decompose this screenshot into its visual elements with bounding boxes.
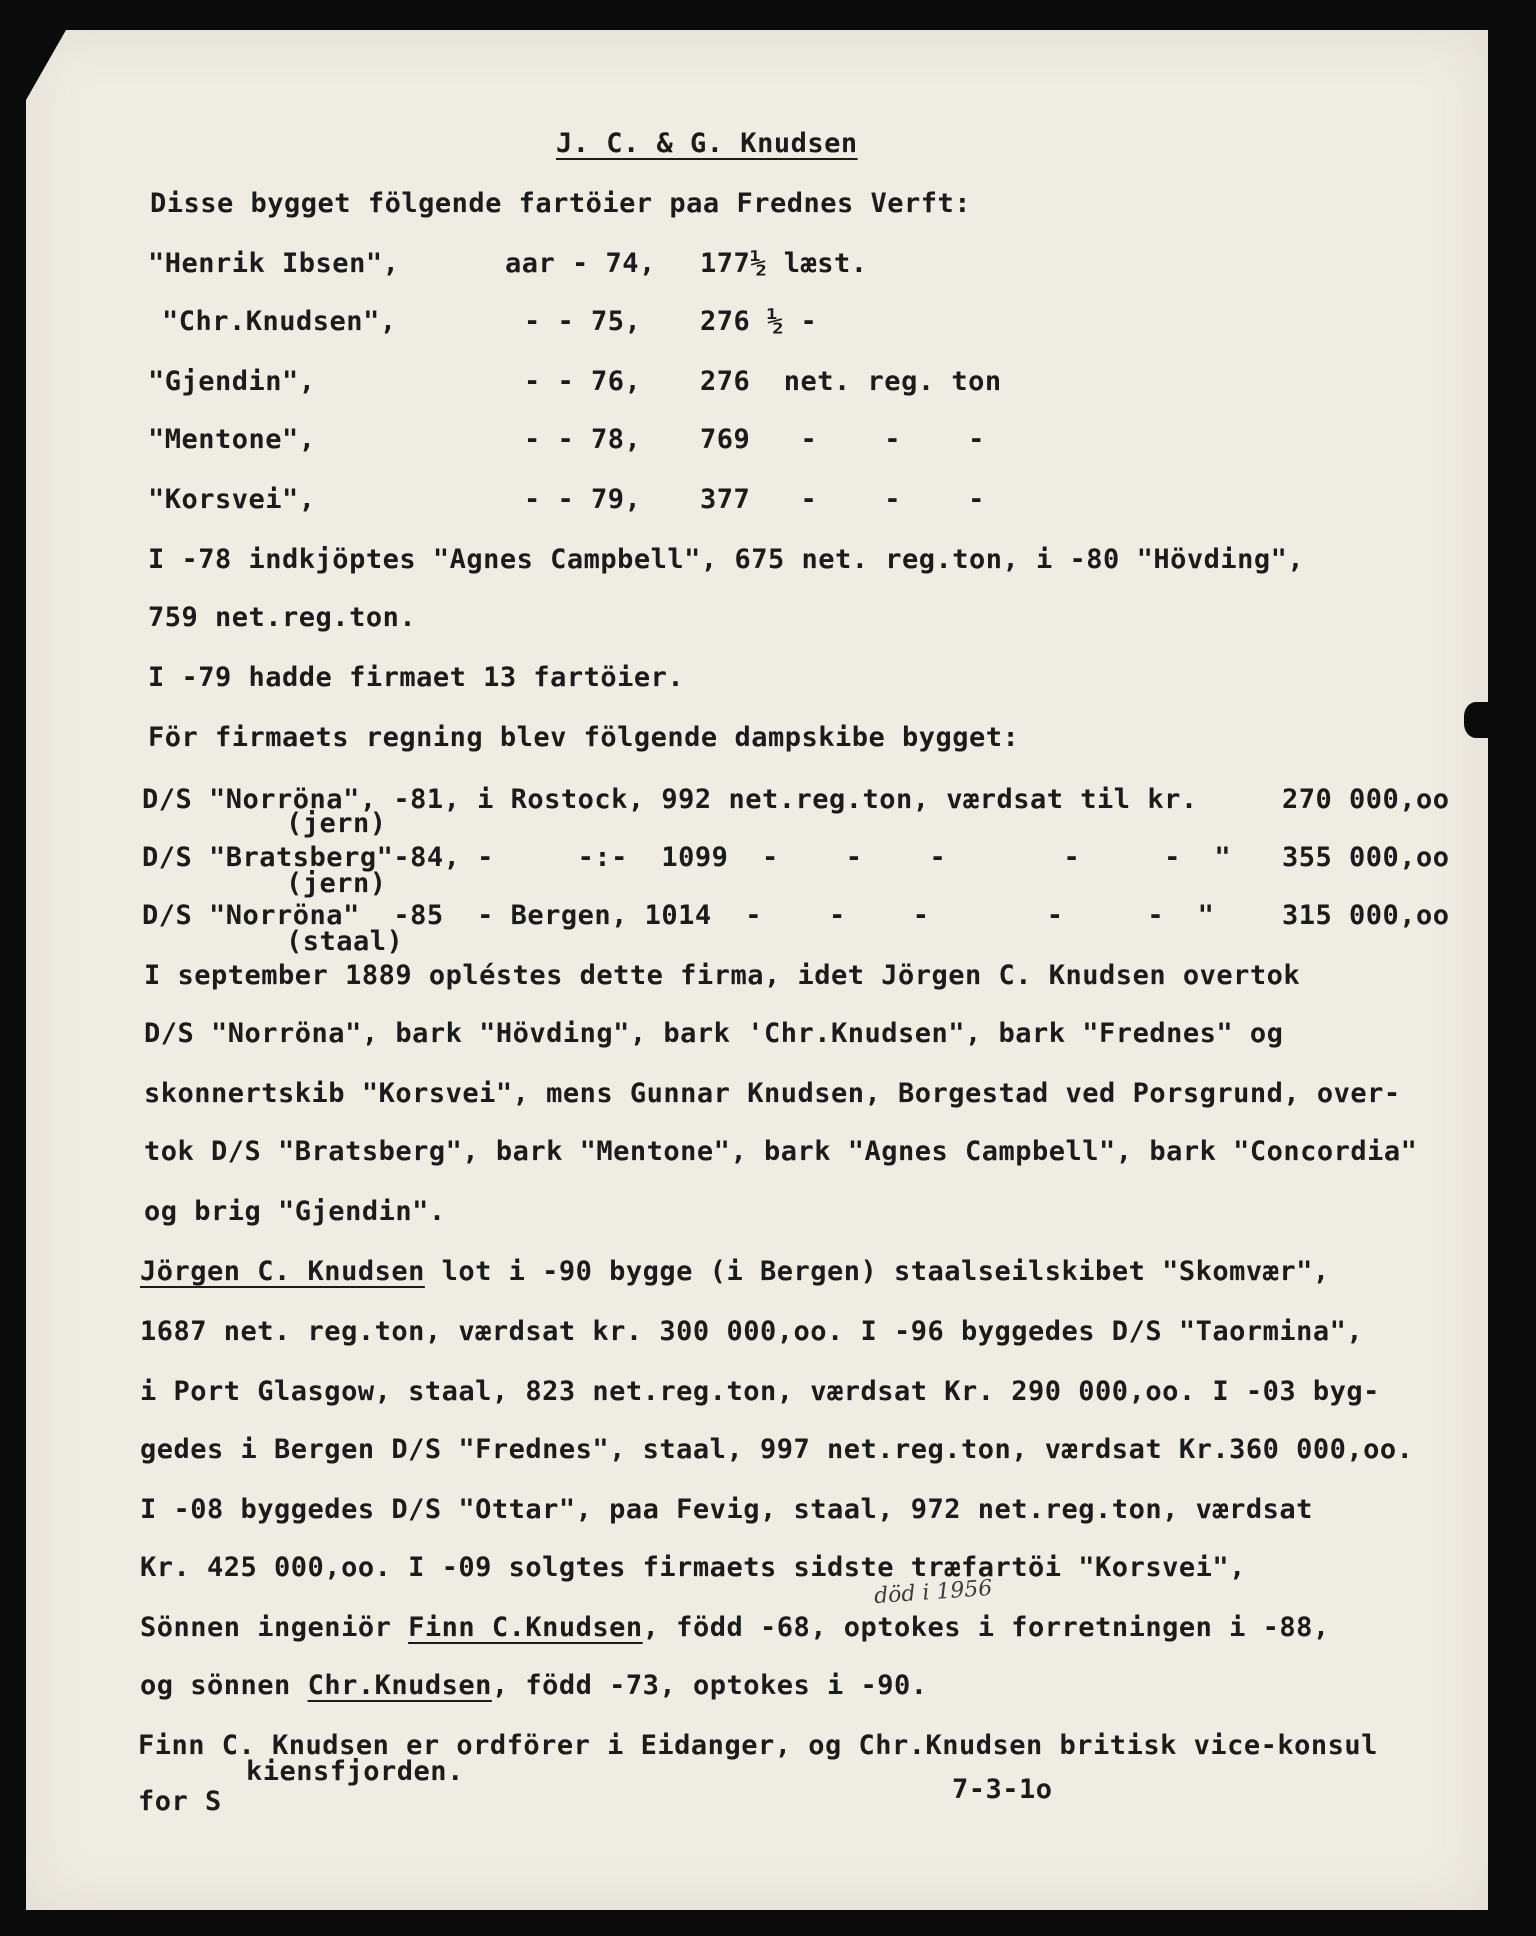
dissolution-line: D/S "Norröna", bark "Hövding", bark 'Chr.Knudsen", bark "Frednes" og — [144, 1018, 1284, 1049]
vessel-year: - - 78, — [524, 424, 642, 455]
vessel-year: - - 79, — [524, 484, 642, 515]
fleet-count-line: I -79 hadde firmaet 13 fartöier. — [148, 662, 685, 693]
jorgen-line: Kr. 425 000,oo. I -09 solgtes firmaets sidste træfartöi "Korsvei", — [140, 1552, 1246, 1583]
sons-text: , född -68, optokes i forretningen i -88, — [642, 1612, 1330, 1643]
vessel-name: "Korsvei", — [148, 484, 316, 515]
handwritten-note: död i 1956 — [873, 1575, 994, 1610]
vessel-size: 377 - - - — [700, 484, 985, 515]
steamers-heading: För firmaets regning blev fölgende dampskibe bygget: — [148, 722, 1020, 753]
steamer-value: 355 000,oo — [1282, 842, 1450, 873]
sons-line — [140, 1612, 1330, 1643]
steamer-line: D/S "Norröna" -85 - Bergen, 1014 - - - - - " — [142, 900, 1215, 931]
sons-text: Sönnen ingeniör — [140, 1612, 409, 1643]
purchase-line: I -78 indkjöptes "Agnes Campbell", 675 net. reg.ton, i -80 "Hövding", — [148, 544, 1305, 575]
vessel-size: 276 net. reg. ton — [700, 366, 1002, 397]
chr-name: Chr.Knudsen — [307, 1670, 492, 1701]
vessel-size: 276 ½ - — [700, 306, 818, 337]
steamer-value: 315 000,oo — [1282, 900, 1450, 931]
vessel-size: 769 - - - — [700, 424, 985, 455]
vessel-year: aar - 74, — [505, 248, 656, 279]
closing-line: Finn C. Knudsen er ordförer i Eidanger, og Chr.Knudsen britisk vice-konsul — [138, 1730, 1378, 1761]
jorgen-name: Jörgen C. Knudsen — [140, 1256, 425, 1287]
dissolution-line: og brig "Gjendin". — [144, 1196, 446, 1227]
vessel-name: "Gjendin", — [148, 366, 316, 397]
vessel-year: - - 76, — [524, 366, 642, 397]
sons-text: , född -73, optokes i -90. — [491, 1670, 928, 1701]
document-date: 7-3-1o — [952, 1774, 1053, 1805]
purchase-line: 759 net.reg.ton. — [148, 602, 417, 633]
jorgen-line: I -08 byggedes D/S "Ottar", paa Fevig, staal, 972 net.reg.ton, værdsat — [140, 1494, 1313, 1525]
jorgen-line: 1687 net. reg.ton, værdsat kr. 300 000,oo. I -96 byggedes D/S "Taormina", — [140, 1316, 1364, 1347]
vessel-name: "Henrik Ibsen", — [148, 248, 400, 279]
closing-for: for S — [138, 1786, 222, 1817]
vessel-size: 177½ læst. — [700, 248, 868, 279]
sons-text: og sönnen — [140, 1670, 308, 1701]
jorgen-line — [140, 1256, 1330, 1287]
jorgen-line: gedes i Bergen D/S "Frednes", staal, 997 net.reg.ton, værdsat Kr.360 000,oo. — [140, 1434, 1414, 1465]
steamer-material: (jern) — [286, 868, 387, 899]
steamer-line: D/S "Norröna", -81, i Rostock, 992 net.reg.ton, værdsat til kr. — [142, 784, 1198, 815]
intro-line: Disse bygget fölgende fartöier paa Frednes Verft: — [150, 188, 972, 219]
steamer-value: 270 000,oo — [1282, 784, 1450, 815]
vessel-name: "Mentone", — [148, 424, 316, 455]
torn-edge — [1464, 702, 1494, 738]
closing-insert: kiensfjorden. — [246, 1756, 464, 1787]
jorgen-line-rest: lot i -90 bygge (i Bergen) staalseilskibet "Skomvær", — [424, 1256, 1330, 1287]
folded-corner — [26, 30, 66, 100]
steamer-material: (jern) — [286, 808, 387, 839]
finn-name: Finn C.Knudsen — [408, 1612, 643, 1643]
dissolution-line: skonnertskib "Korsvei", mens Gunnar Knudsen, Borgestad ved Porsgrund, over- — [144, 1078, 1401, 1109]
jorgen-line: i Port Glasgow, staal, 823 net.reg.ton, værdsat Kr. 290 000,oo. I -03 byg- — [140, 1376, 1380, 1407]
sons-line — [140, 1670, 928, 1701]
vessel-year: - - 75, — [524, 306, 642, 337]
vessel-name: "Chr.Knudsen", — [162, 306, 397, 337]
dissolution-line: I september 1889 opléstes dette firma, idet Jörgen C. Knudsen overtok — [144, 960, 1301, 991]
steamer-material: (staal) — [286, 926, 404, 957]
steamer-line: D/S "Bratsberg"-84, - -:- 1099 - - - - - " — [142, 842, 1232, 873]
dissolution-line: tok D/S "Bratsberg", bark "Mentone", bark "Agnes Campbell", bark "Concordia" — [144, 1136, 1418, 1167]
document-title: J. C. & G. Knudsen — [556, 128, 858, 159]
